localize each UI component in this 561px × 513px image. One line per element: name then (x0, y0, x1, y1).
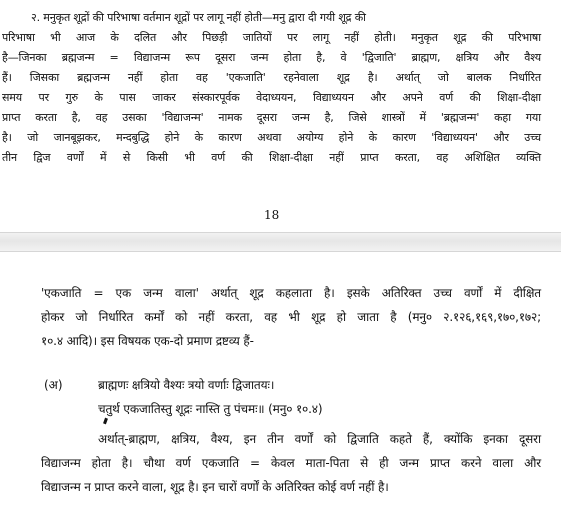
explanation-line-1: अर्थात्-ब्राह्मण, क्षत्रिय, वैश्य, इन तीन वर्णों को द्विजाति कहते हैं, क्योंकि इनका दूसरा (98, 432, 541, 446)
upper-line-8: तीन द्विज वर्णों में से किसी भी वर्ण की शिक्षा-दीक्षा नहीं प्राप्त करता, वह अशिक्षित व्यक्ति (2, 151, 541, 164)
upper-line-3: है—जिनका ब्रह्मजन्म = विद्याजन्म रूप दूसरा जन्म होता है, वे 'द्विजाति' ब्राह्मण, क्षत्रिय और वैश्य (2, 51, 541, 64)
upper-line-7: है। जो जानबूझकर, मन्दबुद्धि होने के कारण अथवा अयोग्य होने के कारण 'विद्याध्ययन' और उच्च (2, 131, 541, 144)
upper-line-2: परिभाषा भी आज के दलित और पिछड़ी जातियों पर लागू नहीं होती। मनुकृत शूद्र की परिभाषा (2, 31, 541, 44)
upper-line-5: समय पर गुरु के पास जाकर संस्कारपूर्वक वेदाध्ययन, विद्याध्ययन और अपने वर्ण की शिक्षा-दीक्षा (2, 91, 541, 104)
example-label: (अ) (44, 378, 63, 392)
upper-line-1: २. मनुकृत शूद्रों की परिभाषा वर्तमान शूद्रों पर लागू नहीं होती—मनु द्वारा दी गयी शूद्र की (31, 11, 366, 24)
verse-line-1: ब्राह्मणः क्षत्रियो वैश्यः त्रयो वर्णाः द्विजातयः। (98, 378, 275, 392)
upper-page (0, 0, 561, 232)
lower-page (0, 252, 561, 513)
upper-line-4: हैं। जिसका ब्रह्मजन्म नहीं होता वह 'एकजाति' रहनेवाला शूद्र है। अर्थात् जो बालक निर्धारित (2, 71, 542, 84)
lower-line-3: १०.४ आदि)। इस विषयक एक-दो प्रमाण द्रष्टव्य हैं- (41, 334, 254, 348)
page-separator (0, 232, 561, 252)
ink-mark (103, 418, 108, 425)
explanation-line-3: विद्याजन्म न प्राप्त करने वाला, शूद्र है। इन चारों वर्णों के अतिरिक्त कोई वर्ण नहीं है। (41, 480, 389, 494)
lower-line-1: 'एकजाति = एक जन्म वाला' अर्थात् शूद्र कहलाता है। इसके अतिरिक्त उच्च वर्णों में दीक्षित (41, 286, 541, 300)
page-number: 18 (264, 208, 280, 222)
upper-line-6: प्राप्त करता है, वह उसका 'विद्याजन्म' नामक दूसरा जन्म है, जिसे शास्त्रों में 'ब्रह्मजन्म' कहा गया (2, 111, 541, 124)
verse-line-2: चतुर्थ एकजातिस्तु शूद्रः नास्ति तु पंचमः॥ (मनु० १०.४) (98, 402, 323, 416)
lower-line-2: होकर जो निर्धारित कर्मों को नहीं करता, वह भी शूद्र हो जाता है (मनु० २.१२६,१६९,१७०,१७२; (41, 310, 541, 324)
explanation-line-2: विद्याजन्म होता है। चौथा वर्ण एकजाति = केवल माता-पिता से ही जन्म प्राप्त करने वाला और (41, 456, 541, 470)
